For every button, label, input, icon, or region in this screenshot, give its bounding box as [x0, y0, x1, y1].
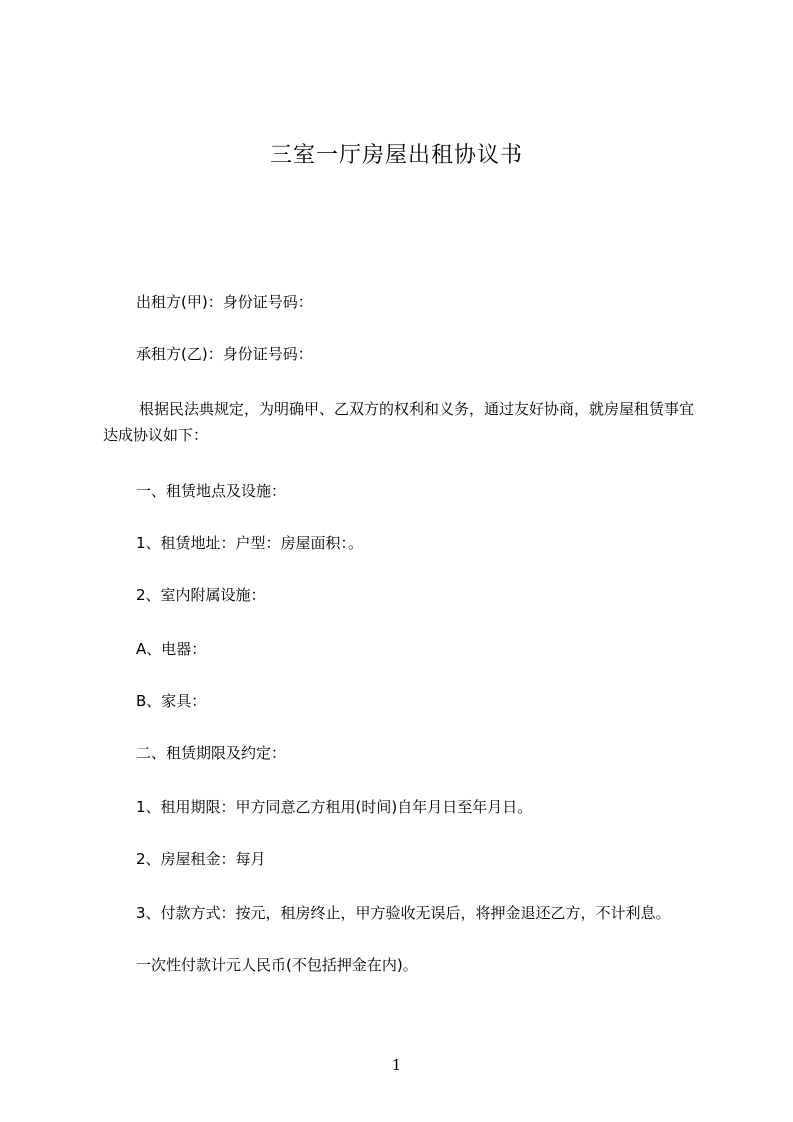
clause-appliances: A、电器： [136, 640, 207, 658]
clause-payment-method: 3、付款方式：按元，租房终止，甲方验收无误后，将押金退还乙方，不计利息。 [136, 904, 671, 922]
clause-furniture: B、家具： [136, 692, 207, 710]
clause-rent: 2、房屋租金：每月 [136, 850, 266, 868]
section-heading-location: 一、租赁地点及设施： [136, 482, 287, 500]
lessee-line: 承租方(乙)：身份证号码： [136, 345, 313, 363]
page-number: 1 [391, 1056, 402, 1074]
section-heading-term: 二、租赁期限及约定： [136, 744, 287, 762]
clause-facilities: 2、室内附属设施： [136, 586, 266, 604]
preamble-paragraph: 根据民法典规定，为明确甲、乙双方的权利和义务，通过友好协商，就房屋租赁事宜达成协议如下： [103, 400, 695, 444]
clause-lump-sum: 一次性付款计元人民币(不包括押金在内)。 [136, 956, 418, 974]
lessor-line: 出租方(甲)：身份证号码： [136, 293, 313, 311]
document-title: 三室一厅房屋出租协议书 [269, 143, 523, 168]
clause-address: 1、租赁地址：户型：房屋面积：。 [136, 534, 364, 552]
clause-lease-term: 1、租用期限：甲方同意乙方租用(时间)自年月日至年月日。 [136, 798, 533, 816]
